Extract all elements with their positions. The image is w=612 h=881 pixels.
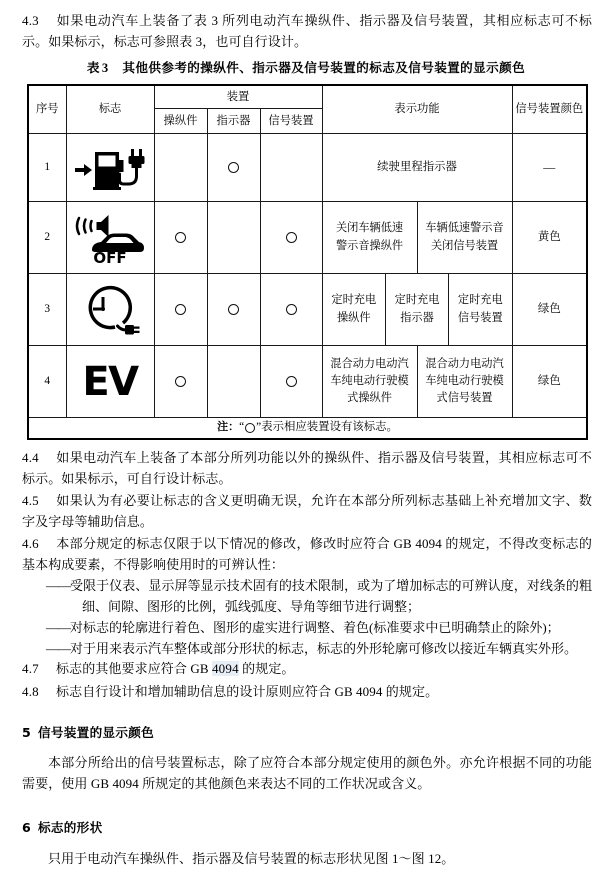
row-1-mark [66,134,154,202]
row-4-function-1-line1: 混合动力电动汽 [330,358,409,371]
circle-mark [228,304,239,315]
dash-lead-icon: —— [46,578,70,593]
row-3-function-2-line1: 定时充电 [394,294,440,307]
clause-4-8-text: 标志自行设计和增加辅助信息的设计原则应符合 GB 4094 的规定。 [56,684,439,699]
row-2-function-2-line2: 关闭信号装置 [430,239,499,252]
note-circle-symbol [245,423,255,433]
section-6-title-line [22,817,592,836]
row-3-signal [260,274,322,346]
table-note-quote-close: ” [256,421,262,434]
clause-4-6-paragraph [22,533,592,576]
row-3-function-2-line2: 指示器 [400,311,434,324]
clause-4-8-number: 4.8 [22,684,39,699]
charging-station-icon [73,145,147,191]
row-3-function-2 [386,274,449,345]
table-note-quote-open: “ [239,421,245,434]
row-3-function-3-line2: 信号装置 [457,311,503,324]
row-2-color: 黄色 [512,202,587,274]
row-3-function-1 [323,274,386,345]
clause-4-4-number: 4.4 [22,450,39,465]
row-3-mark [66,274,154,346]
section-5-heading [22,722,592,741]
table-row [28,346,587,418]
section-5-body-text: 本部分所给出的信号装置标志，除了应符合本部分规定使用的颜色外。亦允许根据不同的功能需要，使用 GB 4094 所规定的其他颜色来表达不同的工作状况或含义。 [22,755,592,792]
circle-mark [175,304,186,315]
table-caption-number: 3 [101,61,109,75]
row-2-indicator [207,202,260,274]
circle-mark [228,162,239,173]
row-4-function-1-line2: 车纯电动行驶模 [330,375,409,388]
circle-mark [286,304,297,315]
header-color: 信号装置颜色 [512,85,587,134]
clause-4-4 [22,447,592,490]
clause-4-7 [22,658,592,679]
clause-4-7-number: 4.7 [22,661,39,676]
row-4-function-2-line3: 式信号装置 [436,391,493,404]
section-5-number: 5 [22,725,32,740]
row-4-function-1 [323,346,418,417]
clause-4-6-text: 本部分规定的标志仅限于以下情况的修改，修改时应符合 GB 4094 的规定，不得改变标志的基本构成要素，不得影响使用时的可辨认性： [22,536,592,573]
row-3-seq: 3 [28,274,66,346]
row-3-function-cell [322,274,512,346]
timed-charging-clock-icon [78,284,142,336]
clause-4-6-number: 4.6 [22,536,39,551]
table-note-row [28,418,587,440]
header-function: 表示功能 [322,85,512,134]
dash-item-1-text: 受限于仪表、显示屏等显示技术固有的技术限制，或为了增加标志的可辨认度，对线条的粗细、间隙、图形的比例，弧线弧度、导角等细节进行调整； [70,578,592,615]
row-3-function-1-line2: 操纵件 [336,311,371,324]
row-4-function-2-line1: 混合动力电动汽 [425,358,504,371]
clause-4-5-text: 如果认为有必要让标志的含义更明确无误，允许在本部分所列标志基础上补充增加文字、数字及字母等辅助信息。 [22,493,592,530]
row-4-function-2-line2: 车纯电动行驶模 [425,375,504,388]
circle-mark [175,232,186,243]
clause-4-3-text: 如果电动汽车上装备了表 3 所列电动汽车操纵件、指示器及信号装置，其相应标志可不标示。如果标示，标志可参照表 3，也可自行设计。 [22,13,592,50]
row-2-function-2 [417,202,512,273]
row-3-control [154,274,207,346]
row-3-function-3 [449,274,512,345]
reference-marking-table [27,84,586,440]
section-6-heading [22,817,592,836]
section-6-body-text: 只用于电动汽车操纵件、指示器及信号装置的标志形状见图 1～图 12。 [48,851,455,866]
row-2-function-cell [322,202,512,274]
row-4-function-cell [322,346,512,418]
section-6-title: 标志的形状 [38,820,103,835]
row-1-control [154,134,207,202]
clause-4-3-paragraph [22,10,592,53]
ev-text-icon: EV [82,358,138,405]
dash-item-2-text: 对标志的轮廓进行着色、图形的虚实进行调整、着色(标准要求中已明确禁止的除外)； [70,620,560,636]
table-row [28,274,587,346]
dash-item-2 [22,617,592,638]
table-caption-title: 其他供参考的操纵件、指示器及信号装置的标志及信号装置的显示颜色 [122,60,526,75]
clause-4-6 [22,533,592,576]
clause-4-4-paragraph [22,447,592,490]
section-6-number: 6 [22,820,32,835]
header-seq: 序号 [28,85,66,134]
row-4-function-1-line3: 式操纵件 [347,391,392,404]
circle-mark [286,376,297,387]
svg-text:OFF: OFF [93,248,127,264]
header-device-group: 装置 [154,85,322,109]
row-2-seq: 2 [28,202,66,274]
row-3-function-3-line1: 定时充电 [457,294,503,307]
circle-mark [175,376,186,387]
clause-4-5-number: 4.5 [22,493,39,508]
table-header-row-1 [28,85,587,109]
clause-4-7-paragraph [22,658,592,679]
dash-lead-icon: —— [46,641,70,657]
table-row [28,202,587,274]
section-6-body [22,848,592,869]
circle-mark [286,232,297,243]
row-1-seq: 1 [28,134,66,202]
row-3-color: 绿色 [512,274,587,346]
row-4-control [154,346,207,418]
dash-item-3-text: 对于用来表示汽车整体或部分形状的标志，标志的外形轮廓可修改以接近车辆真实外形。 [70,641,578,657]
row-1-signal [260,134,322,202]
header-device-indicator: 指示器 [207,109,260,134]
clause-4-8-paragraph [22,681,592,702]
row-1-color-value: — [543,159,556,174]
dash-item-3 [22,638,592,659]
clause-4-5 [22,490,592,533]
row-1-function-1: 续驶里程指示器 [322,134,512,202]
clause-4-4-text: 如果电动汽车上装备了本部分所列功能以外的操纵件、指示器及信号装置，其相应标志可不标示。如果标示，可自行设计标志。 [22,450,592,487]
section-5-title: 信号装置的显示颜色 [38,725,155,740]
clause-4-8 [22,681,592,702]
row-4-function-2 [417,346,512,417]
table-caption-prefix: 表 [86,60,100,75]
clause-4-5-paragraph [22,490,592,533]
row-4-indicator [207,346,260,418]
table-note [28,418,587,440]
row-3-function-1-line1: 定时充电 [331,294,377,307]
header-mark: 标志 [66,85,154,134]
table-row [28,134,587,202]
row-2-control [154,202,207,274]
header-device-control: 操纵件 [154,109,207,134]
vehicle-low-speed-warning-sound-off-icon [74,212,146,264]
header-device-signal: 信号装置 [260,109,322,134]
table-caption [0,57,612,76]
table-note-label: 注： [217,420,240,434]
row-4-color: 绿色 [512,346,587,418]
row-2-function-2-line1: 车辆低速警示音 [425,222,504,235]
row-2-function-1 [323,202,418,273]
table-header [28,85,587,134]
table-body [28,134,587,440]
row-2-mark [66,202,154,274]
row-2-function-1-line2: 警示音操纵件 [335,239,404,252]
clause-4-3 [22,10,592,53]
clause-4-6-dash-list [22,575,592,659]
table-note-text: 表示相应装置设有该标志。 [261,421,398,434]
clause-4-7-highlight: 4094 [211,661,239,676]
row-2-function-1-line1: 关闭车辆低速 [335,222,404,235]
row-2-signal [260,202,322,274]
dash-item-1 [22,575,592,617]
dash-lead-icon: —— [46,620,70,636]
row-1-color [512,134,587,202]
section-5-body [22,752,592,795]
section-5-title-line [22,722,592,741]
clause-4-3-number: 4.3 [22,13,39,28]
row-3-indicator [207,274,260,346]
clause-4-7-text-before: 标志的其他要求应符合 GB [56,661,212,676]
row-1-indicator [207,134,260,202]
row-4-seq: 4 [28,346,66,418]
row-4-signal [260,346,322,418]
row-4-mark [66,346,154,418]
clause-4-7-text-after: 的规定。 [238,661,295,676]
